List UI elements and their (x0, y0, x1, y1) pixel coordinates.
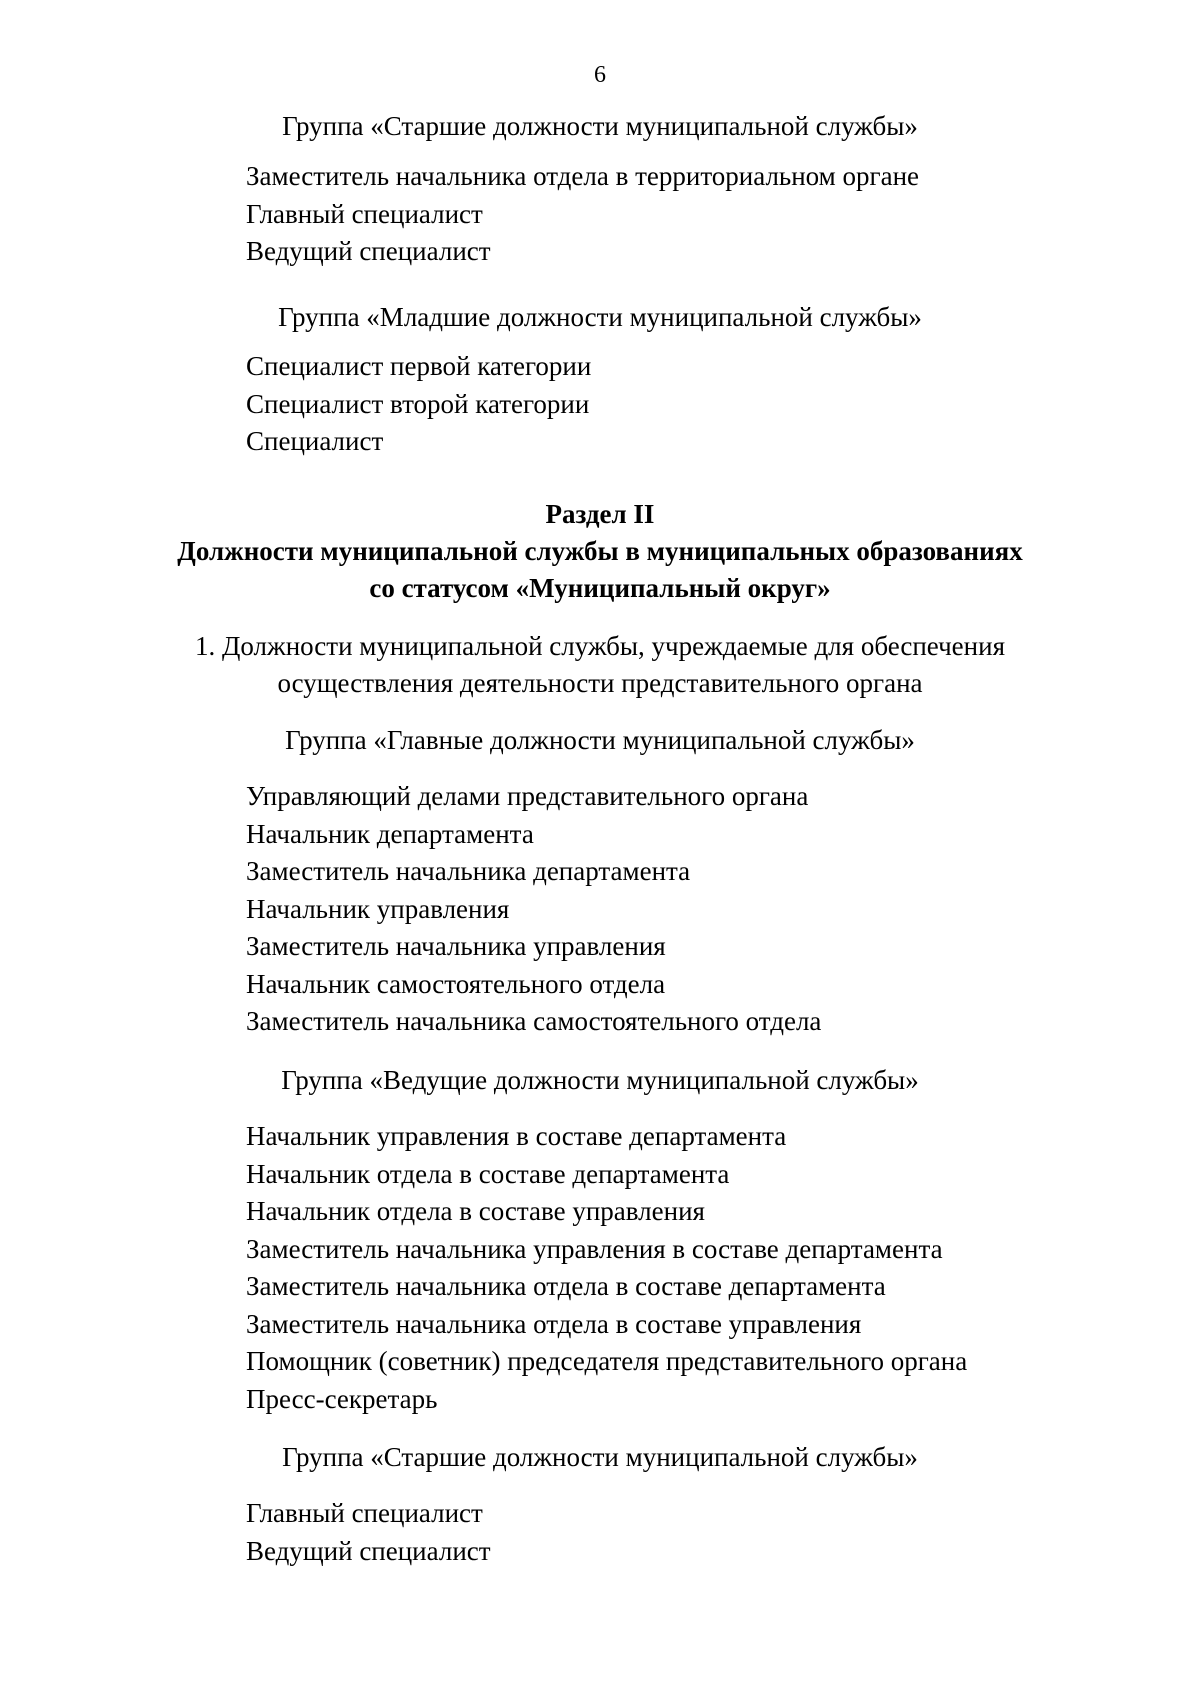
list-item: Заместитель начальника отдела в составе управления (246, 1308, 862, 1339)
group-title-junior: Группа «Младшие должности муниципальной службы» (278, 302, 922, 332)
list-item: Заместитель начальника управления в составе департамента (246, 1233, 943, 1264)
list-item: Ведущий специалист (246, 236, 491, 266)
list-item: Заместитель начальника департамента (246, 856, 691, 886)
list-item: Специалист второй категории (246, 388, 590, 419)
list-item: Специалист первой категории (246, 351, 592, 381)
section-title-line1: Должности муниципальной службы в муниципальных образованиях (177, 536, 1023, 566)
list-senior-positions-2 (246, 1495, 1066, 1570)
list-item: Управляющий делами представительного органа (246, 781, 809, 811)
list-junior-positions (246, 348, 1066, 461)
list-main-positions (246, 778, 1066, 1041)
list-item: Помощник (советник) председателя представительного органа (246, 1346, 968, 1376)
list-item: Начальник управления в составе департамента (246, 1121, 787, 1151)
list-item: Начальник управления (246, 893, 510, 924)
subsection-title-line1: 1. Должности муниципальной службы, учреждаемые для обеспечения (195, 631, 1005, 661)
list-item: Ведущий специалист (246, 1535, 491, 1566)
list-item: Начальник самостоятельного отдела (246, 968, 666, 999)
group-title-senior-2: Группа «Старшие должности муниципальной службы» (282, 1442, 918, 1472)
group-title-senior: Группа «Старшие должности муниципальной службы» (282, 111, 918, 141)
list-item: Заместитель начальника отдела в территориальном органе (246, 161, 919, 191)
list-item: Специалист (246, 426, 384, 456)
list-item: Начальник отдела в составе управления (246, 1196, 705, 1226)
list-item: Главный специалист (246, 198, 483, 229)
list-item: Начальник отдела в составе департамента (246, 1158, 730, 1189)
group-title-leading: Группа «Ведущие должности муниципальной службы» (281, 1065, 919, 1095)
group-title-main: Группа «Главные должности муниципальной службы» (285, 725, 915, 755)
list-item: Главный специалист (246, 1498, 483, 1528)
page-number: 6 (594, 62, 606, 88)
list-item: Заместитель начальника самостоятельного отдела (246, 1006, 822, 1036)
list-item: Заместитель начальника управления (246, 931, 666, 961)
section-title-line2: со статусом «Муниципальный округ» (369, 573, 831, 603)
list-senior-positions (246, 158, 1066, 271)
section-label: Раздел II (545, 499, 655, 529)
list-item: Начальник департамента (246, 818, 534, 849)
list-item: Заместитель начальника отдела в составе департамента (246, 1271, 886, 1301)
list-item: Пресс-секретарь (246, 1383, 438, 1414)
subsection-title-line2: осуществления деятельности представительного органа (277, 668, 923, 698)
list-leading-positions (246, 1118, 1066, 1418)
